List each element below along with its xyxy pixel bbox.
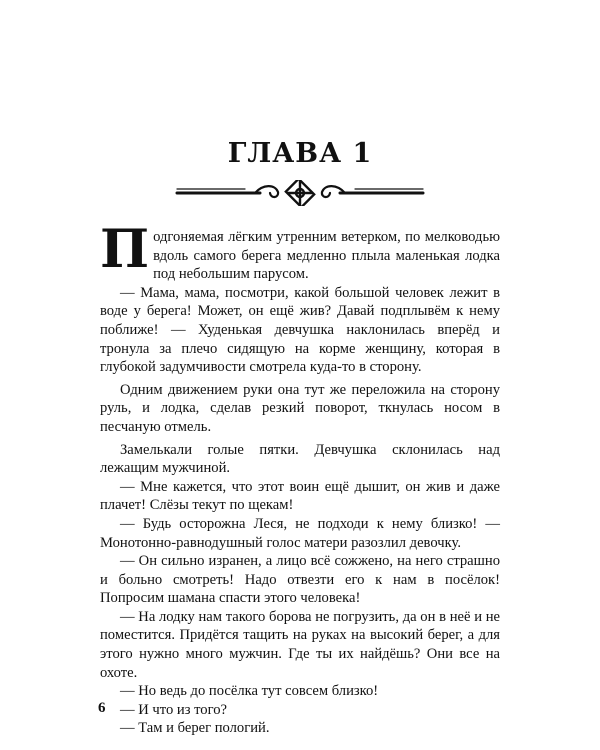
paragraph: Замелькали голые пятки. Девчушка склонилась над лежащим мужчиной. bbox=[100, 441, 500, 477]
paragraph-text: одгоняемая лёгким утренним ветерком, по мелководью вдоль самого берега медленно плыла маленькая лодка под небольшим парусом. bbox=[153, 229, 500, 283]
paragraph: — Мне кажется, что этот воин ещё дышит, он жив и даже плачет! Слёзы текут по щекам! bbox=[100, 478, 500, 514]
chapter-title: ГЛАВА 1 bbox=[227, 138, 373, 169]
paragraph: — На лодку нам такого борова не погрузить, да он в неё и не поместится. Придётся тащить на руках на высокий берег, а для этого нужно много мужчин. Где ты их найдёшь? Они все на охоте. bbox=[100, 608, 500, 681]
paragraph: — Там и берег пологий. bbox=[120, 720, 270, 737]
page-number: 6 bbox=[98, 700, 106, 716]
paragraph: — Но ведь до посёлка тут совсем близко! bbox=[120, 683, 379, 700]
ornament-divider-icon bbox=[175, 180, 425, 206]
paragraph: — И что из того? bbox=[120, 701, 228, 718]
paragraph: — Мама, мама, посмотри, какой большой человек лежит в воде у берега! Может, он ещё жив? Давай подплывём к нему поближе! — Худенькая девчушка наклонилась вперёд и тронула за плечо сидящую на корме женщину, которая в глубокой задумчивости смотрела куда-то в сторону. bbox=[100, 284, 500, 376]
paragraph: — Будь осторожна Леся, не подходи к нему близко! — Монотонно-равнодушный голос матери разозлил девочку. bbox=[100, 515, 500, 551]
paragraph: — Он сильно изранен, а лицо всё сожжено, на него страшно и больно смотреть! Надо отвезти его к нам в посёлок! Попросим шамана спасти этого человека! bbox=[100, 553, 500, 607]
paragraph: Одним движением руки она тут же переложила на сторону руль, и лодка, сделав резкий поворот, ткнулась носом в песчаную отмель. bbox=[100, 381, 500, 435]
body-text bbox=[100, 219, 500, 738]
drop-cap: П bbox=[100, 219, 150, 280]
paragraph bbox=[100, 219, 500, 284]
